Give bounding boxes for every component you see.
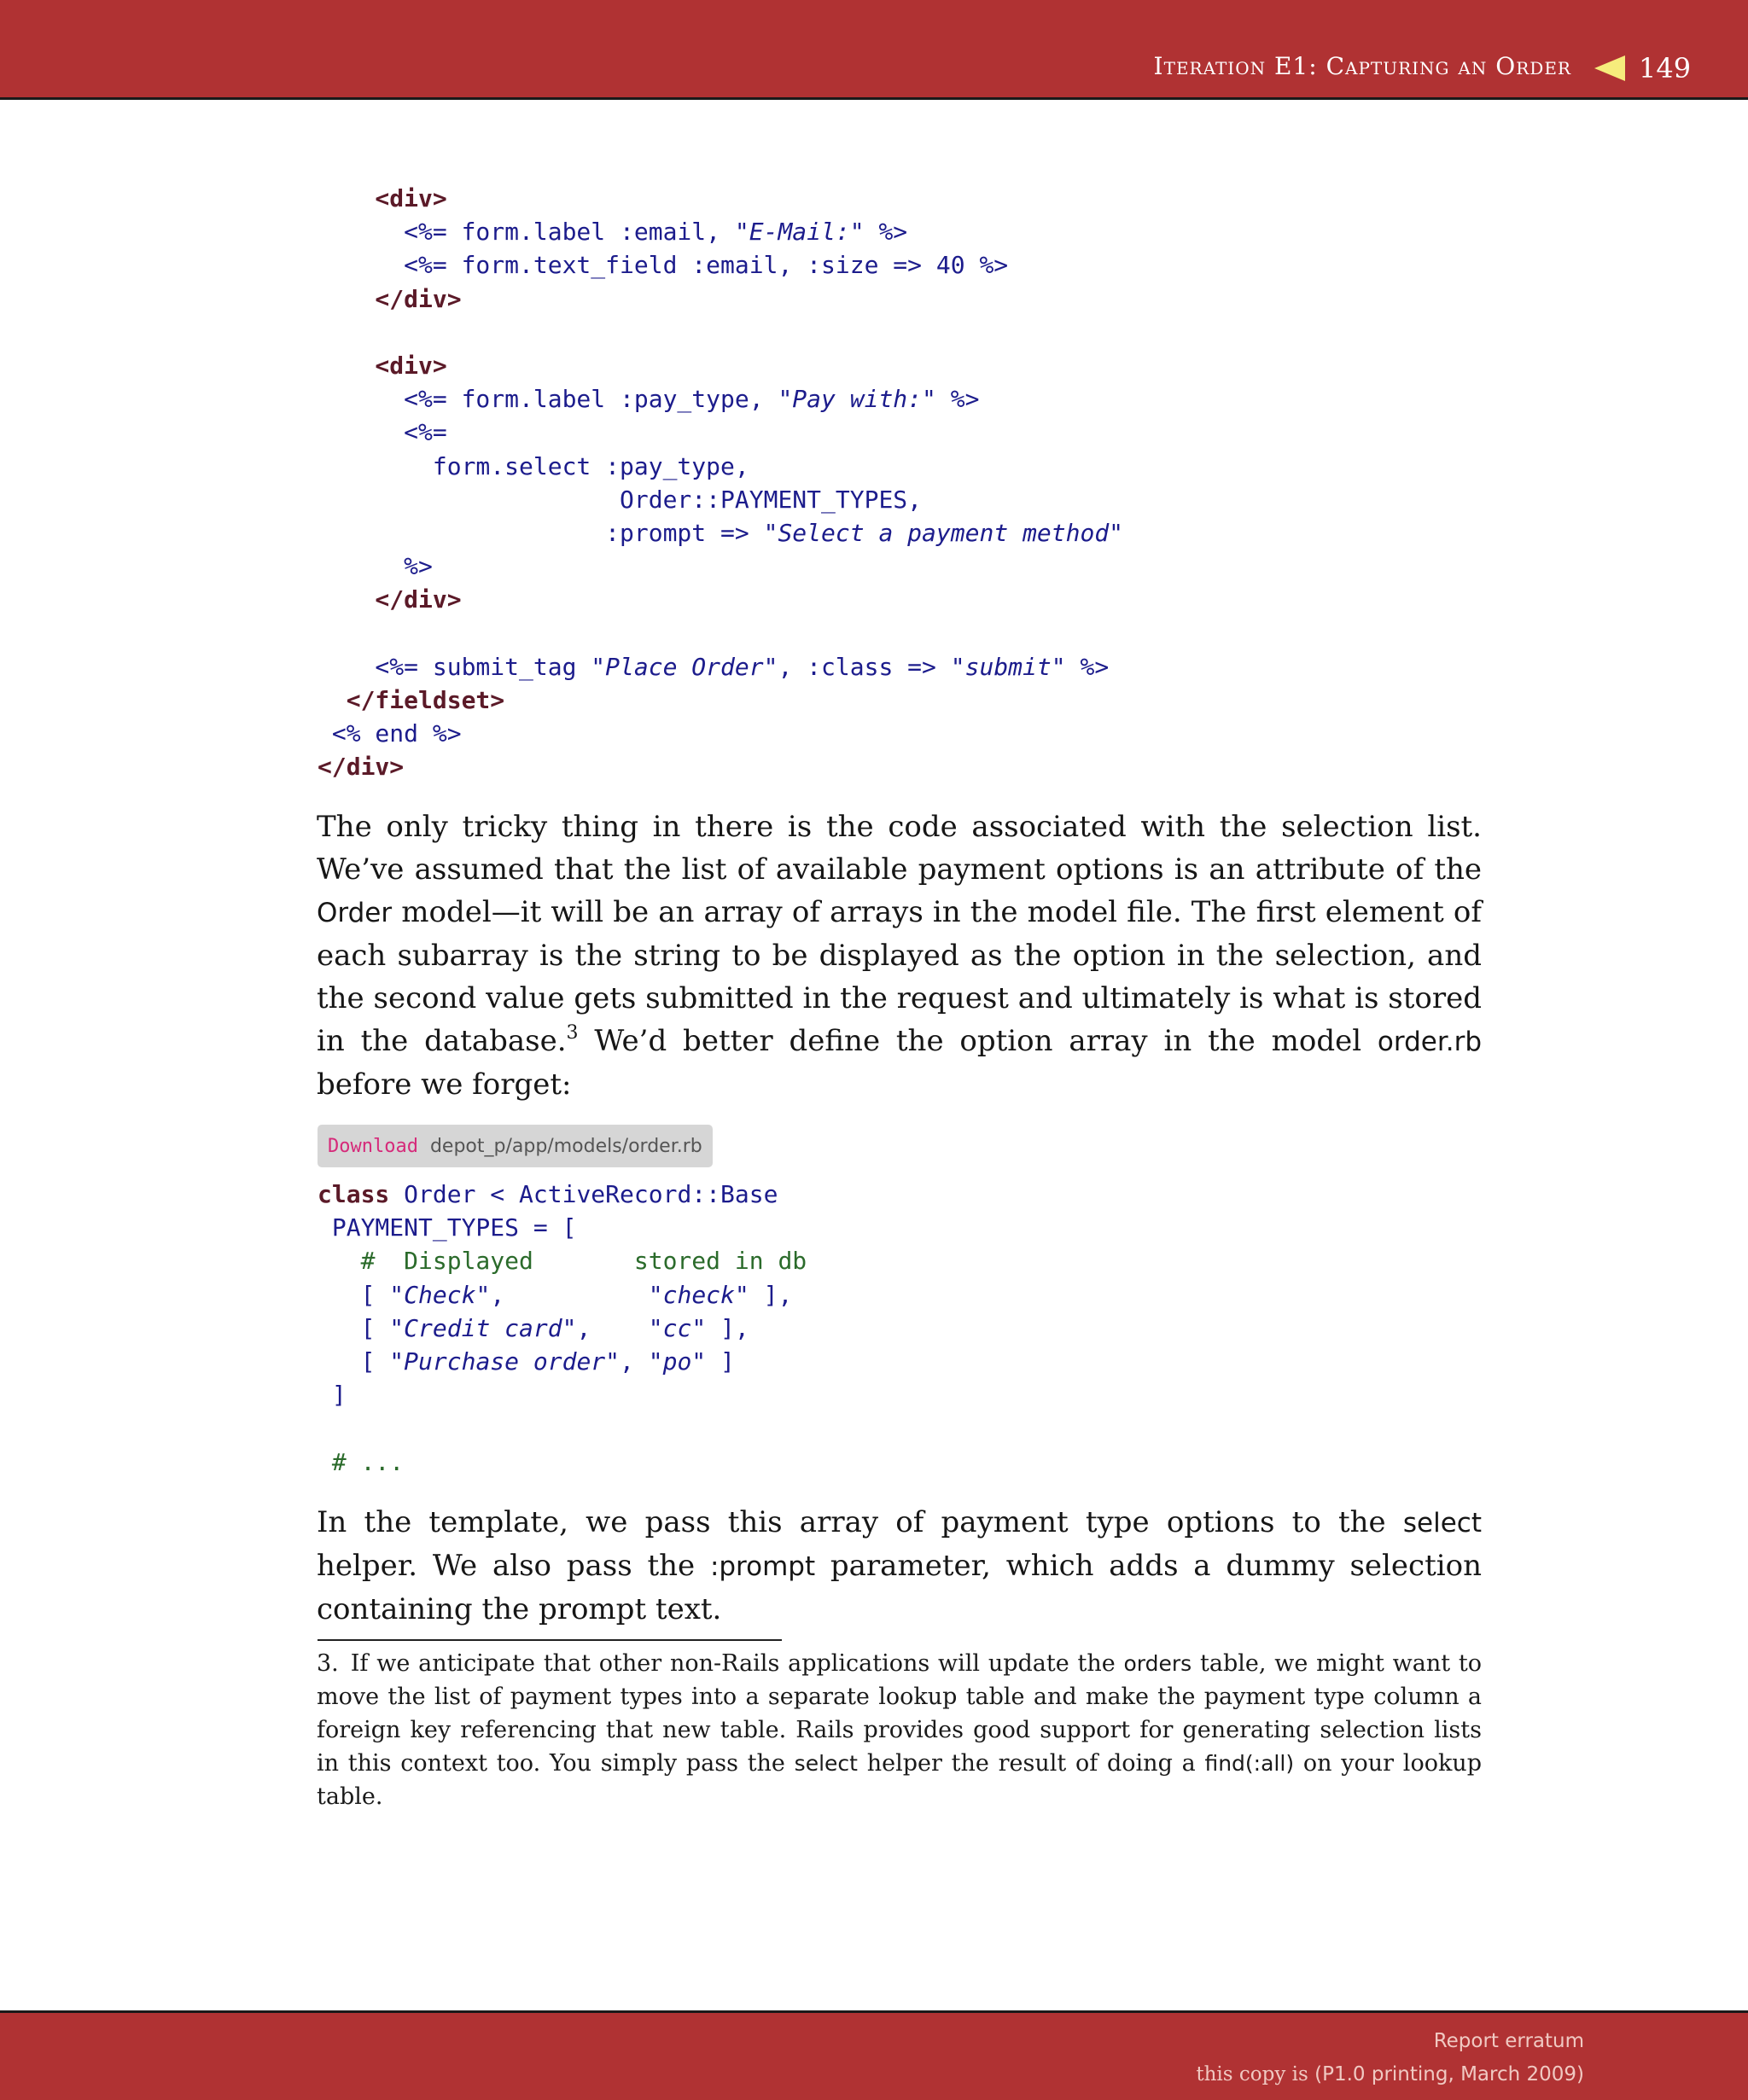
code-token: [ — [318, 1313, 390, 1342]
code-token: %> — [318, 552, 433, 581]
code-token: <div> — [318, 351, 447, 380]
code-token: "cc" — [648, 1313, 707, 1342]
paragraph-text: helper. We also pass the — [317, 1549, 710, 1583]
page-header — [0, 0, 1748, 100]
code-line — [318, 416, 1123, 449]
code-token: "Check" — [389, 1280, 491, 1309]
inline-code-orders: orders — [1123, 1651, 1192, 1676]
report-erratum-link[interactable]: Report erratum — [1433, 2030, 1584, 2052]
code-token: "E-Mail:" — [734, 218, 865, 247]
code-line — [318, 650, 1123, 684]
code-token: "Place Order" — [591, 652, 778, 681]
code-line — [318, 717, 1123, 750]
code-line — [318, 483, 1123, 516]
code-line — [318, 450, 1123, 483]
code-token: , — [490, 1280, 649, 1309]
code-token: <%= form.label :pay_type, — [318, 385, 778, 414]
code-token: %> — [864, 218, 908, 247]
download-link[interactable]: Download — [328, 1135, 418, 1157]
code-token: %> — [935, 385, 980, 414]
code-token: [ — [318, 1347, 390, 1376]
code-line — [318, 1244, 807, 1277]
inline-code-select: select — [794, 1751, 858, 1776]
code-token: </fieldset> — [318, 685, 505, 714]
code-line — [318, 516, 1123, 550]
code-line — [318, 248, 1123, 282]
code-line — [318, 1446, 807, 1479]
code-token: <div> — [318, 184, 447, 212]
code-line — [318, 382, 1123, 416]
code-line — [318, 1178, 807, 1211]
code-line — [318, 1345, 807, 1378]
code-line — [318, 1378, 807, 1411]
inline-code-prompt: :prompt — [709, 1551, 816, 1582]
code-line — [318, 1312, 807, 1345]
footnote-text: on your lookup table. — [317, 1750, 1482, 1810]
code-token: %> — [1065, 652, 1110, 681]
code-token: , — [576, 1313, 649, 1342]
footnote-text: helper the result of doing a — [857, 1750, 1205, 1777]
code-line — [318, 1278, 807, 1312]
code-token: </div> — [318, 753, 405, 782]
code-line — [318, 282, 1123, 316]
code-token: </div> — [318, 585, 462, 614]
code-line — [318, 215, 1123, 248]
code-line — [318, 684, 1123, 717]
footnote-divider — [318, 1639, 782, 1641]
printing-info: (P1.0 printing, March 2009) — [1314, 2063, 1584, 2085]
code-line — [318, 616, 1123, 649]
code-line — [318, 349, 1123, 382]
code-token: # Displayed stored in db — [318, 1247, 807, 1276]
code-token: form.select :pay_type, — [318, 451, 749, 480]
code-token: Order < ActiveRecord::Base — [389, 1180, 778, 1208]
code-token: class — [318, 1180, 390, 1208]
code-token: , :class => — [778, 652, 951, 681]
chapter-section-title: Iteration E1: Capturing an Order — [1153, 52, 1571, 80]
inline-code-select: select — [1402, 1508, 1482, 1539]
code-token: "Select a payment method" — [763, 518, 1124, 547]
inline-code-order: Order — [317, 898, 393, 928]
code-token: <%= submit_tag — [318, 652, 591, 681]
code-line — [318, 316, 1123, 349]
code-token: Order::PAYMENT_TYPES, — [318, 485, 923, 514]
copy-printing-info — [1196, 2065, 1584, 2085]
footnote-text: table, we might want to move the list of payment types into a separate lookup table and make the payment type column a foreign key referencing that new table. Rails provides good support for generating selection lists in this context too. You simply pass the — [317, 1650, 1482, 1777]
inline-code-filename: order.rb — [1377, 1027, 1483, 1057]
paragraph-text: We’d better define the option array in the model — [578, 1024, 1378, 1058]
left-triangle-icon — [1594, 55, 1625, 81]
paragraph-text: before we forget: — [317, 1067, 572, 1102]
code-token: <%= form.text_field :email, :size => 40 %> — [318, 251, 1009, 280]
body-paragraph-2 — [317, 1501, 1482, 1631]
code-token: <%= — [318, 418, 447, 447]
code-token: :prompt => — [318, 518, 764, 547]
code-token: </div> — [318, 284, 462, 313]
code-token: "check" — [648, 1280, 749, 1309]
code-line — [318, 583, 1123, 616]
paragraph-text: The only tricky thing in there is the code associated with the selection list. We’ve assumed that the list of available payment options is an attribute of the — [317, 810, 1482, 887]
code-token: ] — [706, 1347, 735, 1376]
code-token: "submit" — [950, 652, 1066, 681]
download-banner[interactable] — [318, 1125, 713, 1167]
paragraph-text: model—it will be an array of arrays in the model file. The first element of each subarray is the string to be displayed as the option in the selection, and the second value gets submitted in the request and ultimately is what is stored in the database. — [317, 895, 1482, 1058]
code-token: "Credit card" — [389, 1313, 577, 1342]
code-token: ] — [318, 1381, 347, 1410]
page-number: 149 — [1639, 52, 1692, 84]
footnote-number: 3. — [317, 1650, 339, 1677]
code-token: ], — [706, 1313, 749, 1342]
paragraph-text: parameter, which adds a dummy selection containing the prompt text. — [317, 1549, 1482, 1626]
page-footer — [0, 2010, 1748, 2100]
code-token: <%= form.label :email, — [318, 218, 735, 247]
footnote — [317, 1647, 1482, 1813]
code-line — [318, 1411, 807, 1445]
code-token: # ... — [318, 1447, 405, 1476]
code-token: "po" — [648, 1347, 707, 1376]
code-token: "Pay with:" — [778, 385, 936, 414]
copy-prefix: this copy is — [1196, 2063, 1315, 2085]
code-line — [318, 1211, 807, 1244]
code-line — [318, 550, 1123, 583]
paragraph-text: In the template, we pass this array of payment type options to the — [317, 1505, 1403, 1539]
footnote-reference[interactable]: 3 — [566, 1022, 579, 1044]
ruby-code-block — [318, 1178, 807, 1479]
erb-code-block — [318, 182, 1123, 783]
download-file-path: depot_p/app/models/order.rb — [429, 1135, 702, 1157]
code-token: , — [620, 1347, 649, 1376]
footnote-text: If we anticipate that other non-Rails applications will update the — [350, 1650, 1124, 1677]
inline-code-find-all: find(:all) — [1204, 1751, 1295, 1776]
code-line — [318, 182, 1123, 215]
code-token: ], — [749, 1280, 793, 1309]
code-token: PAYMENT_TYPES = [ — [318, 1213, 577, 1242]
body-paragraph-1 — [317, 806, 1482, 1106]
code-token: [ — [318, 1280, 390, 1309]
code-token: "Purchase order" — [389, 1347, 621, 1376]
code-token: <% end %> — [318, 719, 462, 748]
code-line — [318, 750, 1123, 783]
